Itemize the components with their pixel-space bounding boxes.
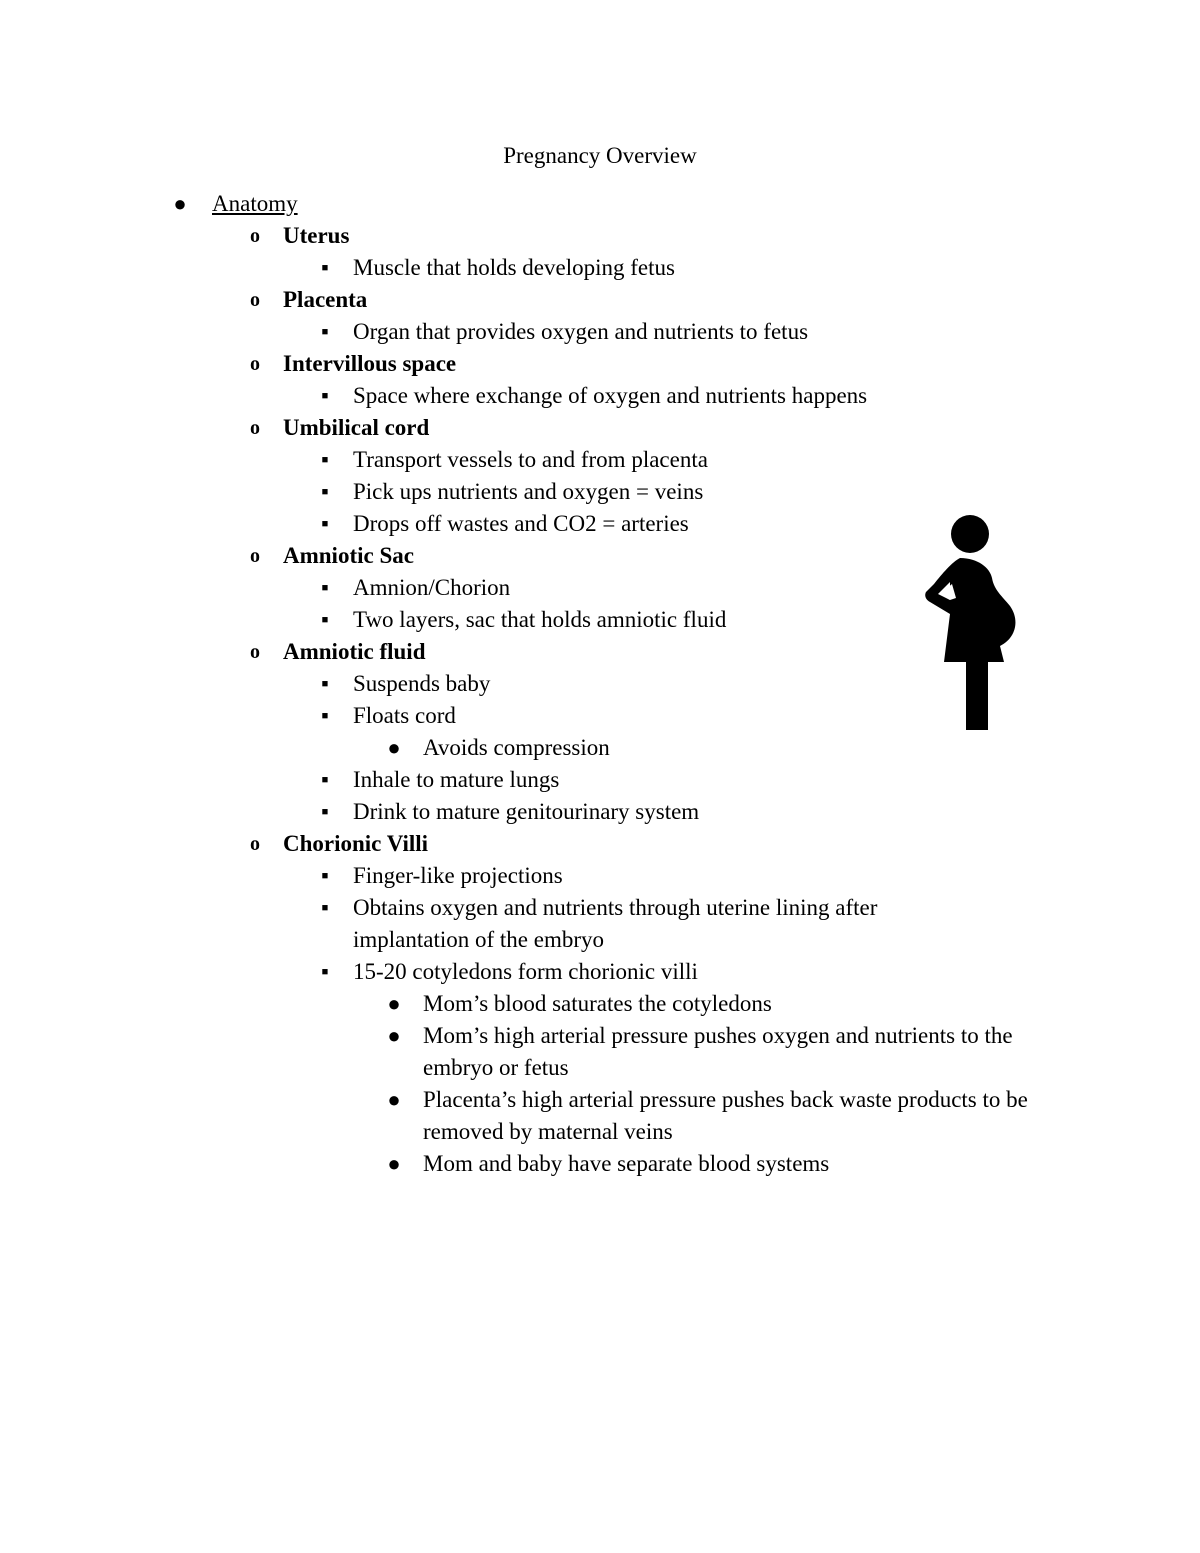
bullet-circle-icon: o [250,289,260,311]
bullet-disc-icon: ● [387,1151,401,1176]
bullet-square-icon: ■ [321,326,329,338]
bullet-disc-icon: ● [387,991,401,1016]
topic-subpoint-text: Placenta’s high arterial pressure pushes back waste products to be removed by maternal veins [423,1087,1028,1144]
topic-heading-text: Placenta [283,287,368,312]
topic-point-text: Drops off wastes and CO2 = arteries [353,511,689,536]
topic-point [0,764,1200,796]
bullet-square-icon: ■ [321,262,329,274]
bullet-circle-icon: o [250,641,260,663]
bullet-circle-icon: o [250,417,260,439]
topic-point-text: Finger-like projections [353,863,563,888]
topic-point-text: Organ that provides oxygen and nutrients to fetus [353,319,809,344]
topic-point-text: Amnion/Chorion [353,575,511,600]
topic-point-text: Inhale to mature lungs [353,767,560,792]
bullet-square-icon: ■ [321,454,329,466]
topic-point-text: Suspends baby [353,671,491,696]
topic-heading-text: Chorionic Villi [283,831,429,856]
bullet-square-icon: ■ [321,902,329,914]
bullet-disc-icon: ● [387,1087,401,1112]
topic-subpoint [0,1020,1200,1084]
topic-heading-text: Intervillous space [283,351,457,376]
bullet-square-icon: ■ [321,614,329,626]
bullet-square-icon: ■ [321,710,329,722]
topic-point [0,380,1200,412]
topic-subpoint [0,1148,1200,1180]
topic-point [0,892,1200,956]
topic-heading-text: Amniotic Sac [283,543,414,568]
topic-point-text: Floats cord [353,703,456,728]
topic-point-text: Muscle that holds developing fetus [353,255,675,280]
bullet-square-icon: ■ [321,582,329,594]
bullet-square-icon: ■ [321,806,329,818]
pregnant-woman-icon [920,512,1024,734]
topic-subpoint-text: Mom’s high arterial pressure pushes oxygen and nutrients to the embryo or fetus [423,1023,1013,1080]
topic-point-text: Drink to mature genitourinary system [353,799,700,824]
bullet-square-icon: ■ [321,870,329,882]
bullet-disc-icon: ● [173,191,187,216]
topic-point [0,252,1200,284]
bullet-disc-icon: ● [387,1023,401,1048]
topic-point [0,796,1200,828]
topic-point [0,476,1200,508]
topic-subpoint-text: Mom’s blood saturates the cotyledons [423,991,772,1016]
bullet-circle-icon: o [250,833,260,855]
topic-heading-text: Uterus [283,223,350,248]
figure-head [951,515,989,553]
topic-point-text: Obtains oxygen and nutrients through uterine lining after implantation of the embryo [353,895,878,952]
topic-point [0,444,1200,476]
topic-heading [0,220,1200,252]
topic-heading-text: Umbilical cord [283,415,430,440]
bullet-square-icon: ■ [321,678,329,690]
topic-point [0,316,1200,348]
topic-subpoint [0,1084,1200,1148]
bullet-circle-icon: o [250,545,260,567]
topic-subpoint-text: Mom and baby have separate blood systems [423,1151,830,1176]
section-heading: Anatomy [212,191,298,216]
topic-heading [0,284,1200,316]
figure-body [925,558,1015,730]
topic-point-text: Space where exchange of oxygen and nutrients happens [353,383,868,408]
bullet-square-icon: ■ [321,518,329,530]
topic-heading [0,348,1200,380]
bullet-square-icon: ■ [321,390,329,402]
topic-point [0,860,1200,892]
topic-point [0,956,1200,988]
bullet-square-icon: ■ [321,774,329,786]
topic-heading [0,412,1200,444]
topic-point-text: Transport vessels to and from placenta [353,447,708,472]
topic-point-text: Two layers, sac that holds amniotic fluid [353,607,727,632]
bullet-circle-icon: o [250,353,260,375]
topic-point-text: 15-20 cotyledons form chorionic villi [353,959,698,984]
bullet-square-icon: ■ [321,486,329,498]
topic-subpoint-text: Avoids compression [423,735,610,760]
bullet-disc-icon: ● [387,735,401,760]
topic-point-text: Pick ups nutrients and oxygen = veins [353,479,704,504]
section-item [0,188,1200,220]
topic-subpoint [0,988,1200,1020]
topic-subpoint [0,732,1200,764]
bullet-circle-icon: o [250,225,260,247]
bullet-square-icon: ■ [321,966,329,978]
topic-heading [0,828,1200,860]
topic-heading-text: Amniotic fluid [283,639,426,664]
page-title: Pregnancy Overview [503,143,697,168]
